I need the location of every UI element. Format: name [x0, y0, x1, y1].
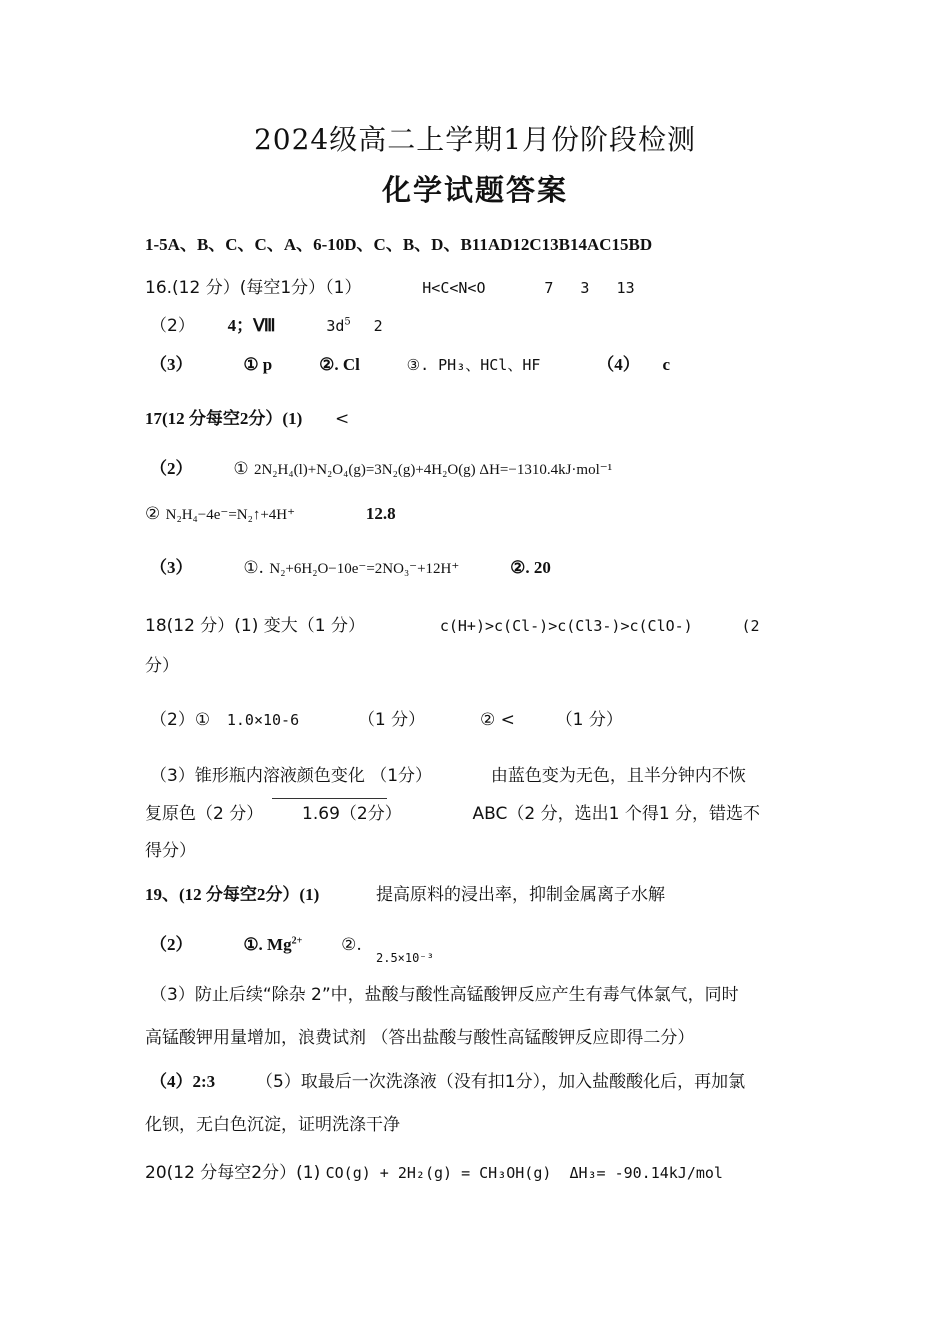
- q19-line-5: [150, 1067, 745, 1092]
- q17-equation-1: 2N₂H₄(l)+N₂O₄(g)=3N₂(g)+4H₂O(g) ΔH=−1310.4kJ·mol⁻¹: [253, 462, 613, 478]
- q19-part-4: （4）2:3: [150, 1072, 216, 1091]
- q17-circle-2: ②: [145, 504, 161, 524]
- q16-answer-4: c: [662, 355, 671, 374]
- q16-answer-3c: ③. PH₃、HCl、HF: [406, 356, 541, 374]
- q18-order: c(H+)>c(Cl-)>c(Cl3-)>c(ClO-): [439, 617, 693, 635]
- q16-answer-2: 4；Ⅷ: [227, 316, 276, 335]
- q18-part-3: （3）锥形瓶内溶液颜色变化 （1分）: [150, 766, 433, 786]
- q19-head: 19、(12 分每空2分）(1): [145, 885, 320, 904]
- q19-answer-2c: 2.5×10⁻³: [376, 951, 434, 965]
- q18-points: (2: [741, 617, 760, 635]
- q19-line-4: 高锰酸钾用量增加，浪费试剂 （答出盐酸与酸性高锰酸钾反应即得二分）: [145, 1028, 695, 1048]
- q16-answer-3a: ① p: [243, 355, 273, 374]
- q17-value: 12.8: [365, 504, 396, 523]
- q18-part-3b: 由蓝色变为无色，且半分钟内不恢: [490, 766, 746, 786]
- q16-part-4: （4）: [597, 355, 640, 374]
- q16-answer-1b: 7 3 13: [544, 279, 635, 297]
- q18-line-5: 得分）: [145, 841, 196, 861]
- q18-part-2: （2）①: [150, 710, 211, 730]
- q16-line-2: [150, 311, 383, 336]
- q16-answer-2b: 3d: [326, 317, 345, 335]
- q17-head: 17(12 分每空2分）(1): [145, 409, 303, 428]
- q20-equation: CO(g) + 2H₂(g) = CH₃OH(g) ΔH₃= -90.14kJ/mol: [325, 1164, 723, 1182]
- q18-line-1: [145, 611, 760, 636]
- q17-circle-3: ①.: [243, 558, 264, 578]
- q17-line-1: [145, 404, 349, 429]
- q18-points-cont: 分）: [145, 656, 179, 676]
- q19-line-6: 化钡，无白色沉淀，证明洗涤干净: [145, 1115, 400, 1135]
- q17-line-2: [150, 454, 612, 479]
- q16-answer-1: H<C<N<O: [422, 279, 486, 297]
- q19-line-3: （3）防止后续“除杂 2”中，盐酸与酸性高锰酸钾反应产生有毒气体氯气，同时: [150, 985, 739, 1005]
- q17-circle-1: ①: [233, 459, 249, 479]
- q16-answer-2-sup: 5: [344, 316, 351, 328]
- q18-score-2: （1 分）: [555, 710, 623, 730]
- q17-line-4: [150, 553, 551, 578]
- q18-value-1: 1.0×10-6: [226, 711, 300, 729]
- q18-line-4: [145, 799, 760, 824]
- q20-head: 20(12 分每空2分）(1): [145, 1163, 321, 1183]
- q18-score-1: （1 分）: [357, 710, 426, 730]
- q18-part-3d: 1.69（2分）: [302, 804, 402, 824]
- title-line-2: 化学试题答案: [381, 173, 568, 207]
- q18-circle-2: ② <: [479, 710, 515, 730]
- q19-answer-1: 提高原料的浸出率，抑制金属离子水解: [376, 885, 666, 905]
- q20-line-1: [145, 1158, 723, 1183]
- q18-part-3e: ABC（2 分，选出1 个得1 分，错选不: [472, 804, 761, 824]
- q17-answer-1: <: [335, 409, 350, 429]
- q16-answer-3b: ②. Cl: [319, 355, 360, 374]
- q17-equation-2: N₂H₄−4e⁻=N₂↑+4H⁺: [165, 507, 296, 523]
- q16-answer-2c: 2: [373, 317, 383, 335]
- title-line-1: 2024级高二上学期1月份阶段检测: [253, 123, 697, 156]
- q16-line-3: [150, 350, 670, 375]
- q17-part-3: （3）: [150, 558, 193, 577]
- q19-answer-2a-sup: 2+: [291, 935, 303, 947]
- q16-part-2: （2）: [150, 316, 195, 336]
- q18-line-2: [150, 705, 623, 730]
- q19-answer-2b: ②.: [341, 935, 362, 955]
- q17-equation-3: N₂+6H₂O−10e⁻=2NO₃⁻+12H⁺: [269, 561, 460, 577]
- q17-answer-3b: ②. 20: [510, 558, 551, 577]
- q16-line-1: [145, 273, 635, 298]
- q19-part-5: （5）取最后一次洗涤液（没有扣1分），加入盐酸酸化后，再加氯: [255, 1072, 746, 1092]
- q19-answer-2a: ①. Mg: [243, 935, 292, 954]
- q17-part-2: （2）: [150, 459, 193, 478]
- q16-part-3: （3）: [150, 355, 193, 374]
- q18-part-3c: 复原色（2 分）: [145, 804, 264, 824]
- q17-line-3: [145, 504, 396, 524]
- q19-line-2: [150, 930, 362, 955]
- q19-line-1: [145, 880, 665, 905]
- mc-answers: 1-5A、B、C、C、A、6-10D、C、B、D、B11AD12C13B14AC15BD: [145, 235, 653, 254]
- q16-head: 16.(12 分）(每空1分）（1）: [145, 278, 362, 298]
- q18-head: 18(12 分）(1) 变大（1 分）: [145, 616, 366, 636]
- q19-part-2: （2）: [150, 935, 193, 954]
- q18-line-3: [150, 761, 746, 786]
